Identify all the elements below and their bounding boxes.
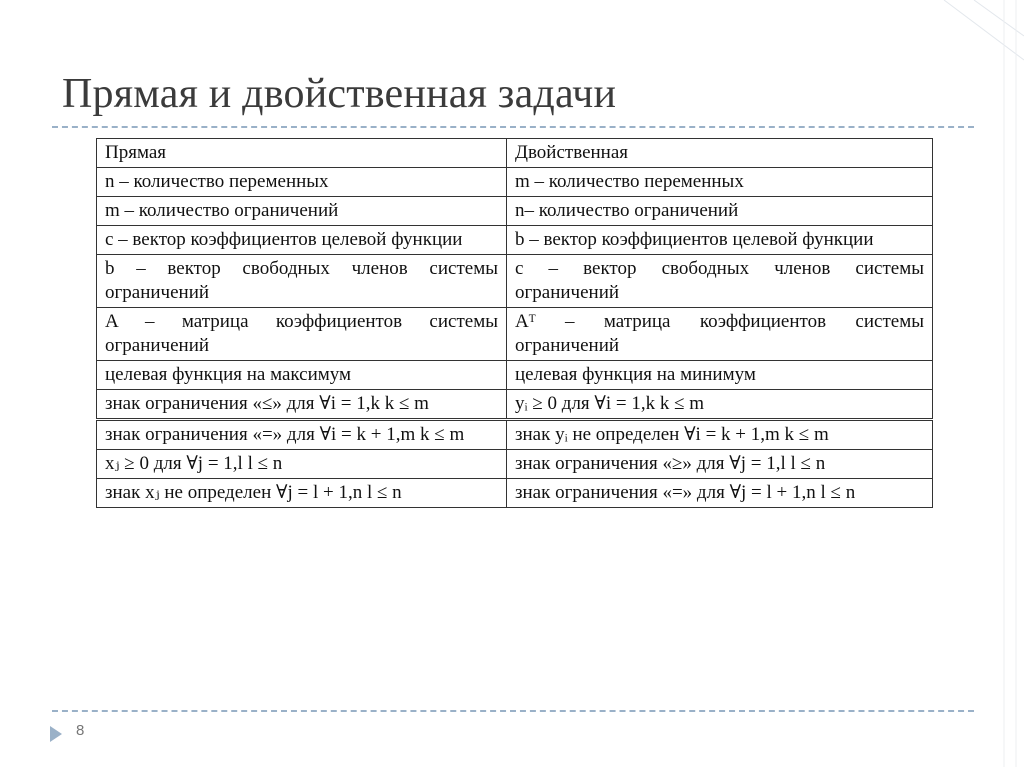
slide-title: Прямая и двойственная задачи (62, 71, 617, 117)
page-number: 8 (76, 722, 85, 739)
table-cell: b – вектор свободных членов системы ограничений (97, 255, 507, 308)
header-dual: Двойственная (507, 139, 933, 168)
table-cell: xⱼ ≥ 0 для ∀j = 1,l l ≤ n (97, 450, 507, 479)
table-cell: знак xⱼ не определен ∀j = l + 1,n l ≤ n (97, 479, 507, 508)
table-cell: знак ограничения «≤» для ∀i = 1,k k ≤ m (97, 390, 507, 420)
table-cell: целевая функция на минимум (507, 361, 933, 390)
table-cell: yᵢ ≥ 0 для ∀i = 1,k k ≤ m (507, 390, 933, 420)
table-row (97, 450, 933, 479)
title-divider (52, 126, 974, 128)
table-row (97, 168, 933, 197)
table-header-row (97, 139, 933, 168)
header-primal: Прямая (97, 139, 507, 168)
table-cell: b – вектор коэффициентов целевой функции (507, 226, 933, 255)
table-cell: знак yᵢ не определен ∀i = k + 1,m k ≤ m (507, 420, 933, 450)
table-row (97, 197, 933, 226)
table-cell: Aᵀ – матрица коэффициентов системы ограничений (507, 308, 933, 361)
table-cell: знак ограничения «≥» для ∀j = 1,l l ≤ n (507, 450, 933, 479)
triangle-bullet-icon (50, 726, 62, 742)
table-cell: m – количество переменных (507, 168, 933, 197)
table-cell: c – вектор свободных членов системы ограничений (507, 255, 933, 308)
table-cell: m – количество ограничений (97, 197, 507, 226)
table-cell: n – количество переменных (97, 168, 507, 197)
table-cell: n– количество ограничений (507, 197, 933, 226)
table-cell: c – вектор коэффициентов целевой функции (97, 226, 507, 255)
table-row (97, 308, 933, 361)
footer-divider (52, 710, 974, 712)
comparison-table (96, 138, 933, 508)
table-row (97, 226, 933, 255)
table-row (97, 479, 933, 508)
table-cell: целевая функция на максимум (97, 361, 507, 390)
table-cell: знак ограничения «=» для ∀i = k + 1,m k ≤ m (97, 420, 507, 450)
table-row (97, 420, 933, 450)
table-row (97, 390, 933, 420)
table-row (97, 255, 933, 308)
table-row (97, 361, 933, 390)
table-cell: A – матрица коэффициентов системы ограничений (97, 308, 507, 361)
table-cell: знак ограничения «=» для ∀j = l + 1,n l ≤ n (507, 479, 933, 508)
